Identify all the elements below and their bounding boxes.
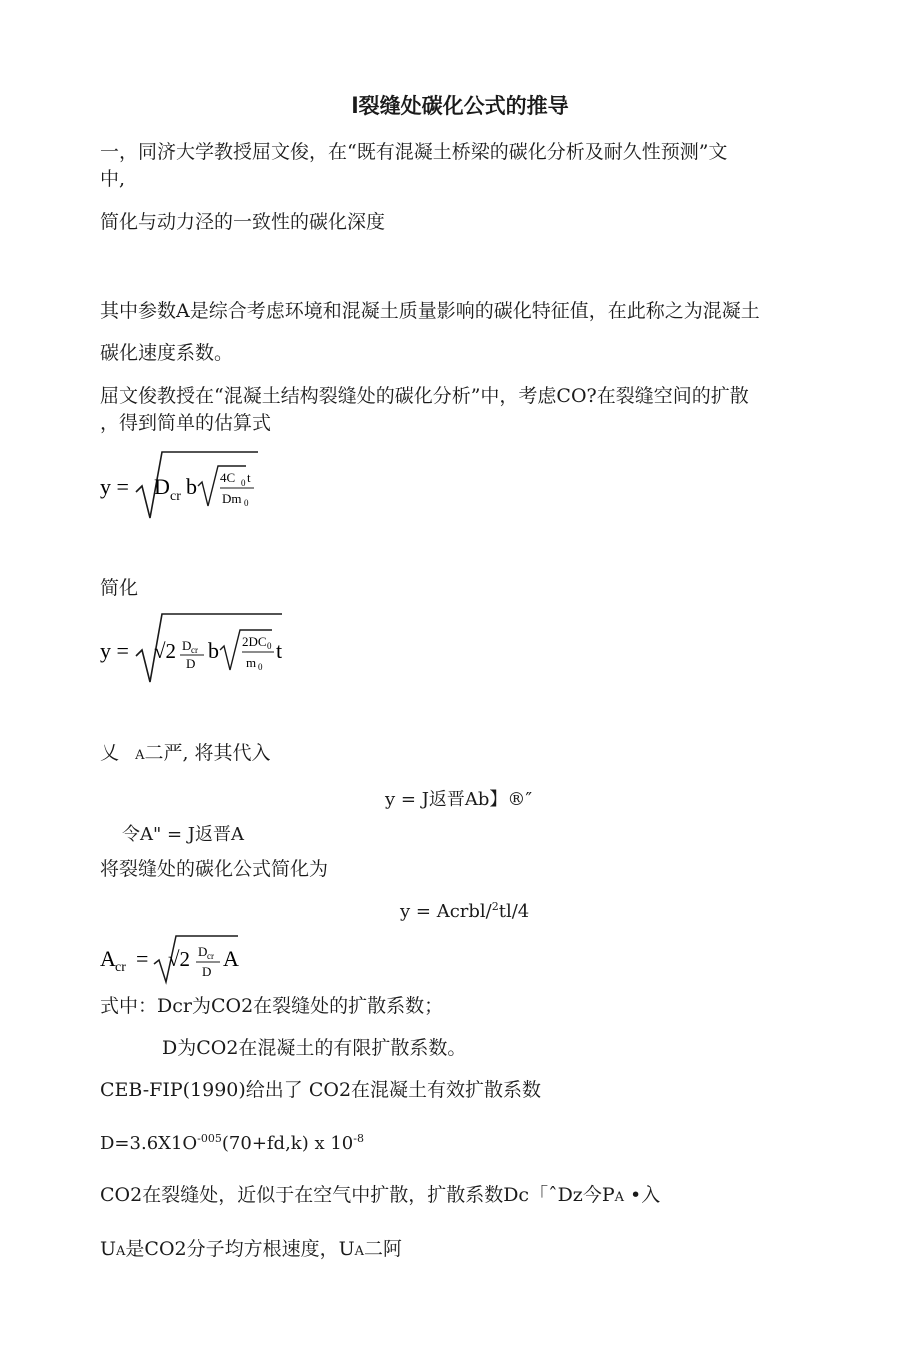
intro-line-2: 中, xyxy=(100,168,126,190)
eq-y2-main: y = Acrbl/ xyxy=(400,901,492,922)
formula2-frac-num-sub: cr xyxy=(191,645,198,655)
formula3-sqrt2: √2 xyxy=(168,947,191,971)
param-para-line-2: 碳化速度系数。 xyxy=(100,342,234,364)
eq-y2-tail: tl/4 xyxy=(498,901,530,922)
formula1-d: D xyxy=(154,474,170,499)
intro-line-3: 简化与动力泾的一致性的碳化深度 xyxy=(100,211,386,233)
formula2-sqrt2: √2 xyxy=(154,639,177,663)
let-line: 令A" = J返晋A xyxy=(122,824,245,845)
ua-line xyxy=(100,1236,402,1265)
where-line-2: D为CO2在混凝土的有限扩散系数。 xyxy=(162,1037,467,1059)
co2-small-a: A xyxy=(614,1190,624,1205)
formula1-den-sub: 0 xyxy=(244,498,249,508)
formula2-den: m xyxy=(246,655,257,670)
formula2-frac-den: D xyxy=(186,656,196,671)
formula3-frac-num: D xyxy=(198,944,208,959)
ua-a1: A xyxy=(116,1244,126,1259)
ceb-line: CEB-FIP(1990)给出了 CO2在混凝土有效扩散系数 xyxy=(100,1079,542,1101)
d-formula xyxy=(100,1131,364,1157)
formula2-den-sub: 0 xyxy=(258,662,263,672)
formula1-d-sub: cr xyxy=(170,489,181,504)
co2-line xyxy=(100,1182,660,1211)
formula3-frac-den: D xyxy=(202,964,212,979)
eq-y2-sup: 2 xyxy=(491,900,499,913)
ua-mid: 是CO2分子均方根速度，U xyxy=(125,1238,355,1260)
formula2-num-sub: 0 xyxy=(267,641,272,651)
formula1-num-t: t xyxy=(247,470,251,485)
d-formula-sup2: -8 xyxy=(353,1132,364,1145)
formula-acr xyxy=(96,930,256,986)
d-formula-sup: -005 xyxy=(197,1132,222,1145)
formula2-b: b xyxy=(208,638,219,663)
formula-simplified xyxy=(96,608,296,688)
yi-line xyxy=(100,740,271,769)
formula2-frac-num: D xyxy=(182,638,192,653)
formula3-eq: = xyxy=(136,946,149,971)
formula1-num-sub: 0 xyxy=(241,478,246,488)
formula2-lhs: y = xyxy=(100,638,129,663)
formula3-a: A xyxy=(223,946,239,971)
intro-line-1: 一，同济大学教授屈文俊，在“既有混凝土桥梁的碳化分析及耐久性预测”文 xyxy=(100,141,728,163)
yi-rest: 二严, 将其代入 xyxy=(144,742,271,764)
co2-text: CO2在裂缝处，近似于在空气中扩散，扩散系数Dc「ˆDz今P xyxy=(100,1184,615,1206)
simplify-label: 简化 xyxy=(100,577,139,599)
ua-tail: 二阿 xyxy=(364,1238,403,1260)
formula1-num: 4C xyxy=(220,470,236,485)
formula1-b: b xyxy=(186,474,197,499)
param-para-line-1: 其中参数A是综合考虑环境和混凝土质量影响的碳化特征值，在此称之为混凝土 xyxy=(100,300,760,322)
formula1-den: Dm xyxy=(222,491,242,506)
simplify-line: 将裂缝处的碳化公式简化为 xyxy=(100,858,329,880)
equation-y-1: y = J返晋Ab】®″ xyxy=(385,789,533,810)
formula3-lhs-sub: cr xyxy=(115,960,126,975)
crack-para-line-2: ，得到简单的估算式 xyxy=(100,412,272,434)
d-formula-main: D=3.6X1O xyxy=(100,1133,198,1154)
crack-para-line-1: 屈文俊教授在“混凝土结构裂缝处的碳化分析”中，考虑CO?在裂缝空间的扩散 xyxy=(100,385,749,407)
co2-tail: •入 xyxy=(624,1184,661,1206)
ua-u1: U xyxy=(100,1238,117,1260)
formula3-frac-num-sub: cr xyxy=(207,951,214,961)
formula3-lhs: A xyxy=(100,946,116,971)
yi-small-a: A xyxy=(135,748,145,763)
formula-crack-depth xyxy=(96,448,266,526)
yi-prefix: 乂 xyxy=(100,742,120,764)
formula2-num: 2DC xyxy=(242,634,267,649)
document-title: l裂缝处碳化公式的推导 xyxy=(351,94,569,118)
formula2-t: t xyxy=(276,638,283,663)
equation-y-2 xyxy=(400,899,529,925)
formula1-lhs: y = xyxy=(100,474,129,499)
d-formula-mid: (70+fd,k) x 10 xyxy=(221,1133,354,1154)
ua-a2: A xyxy=(354,1244,365,1259)
where-line-1: 式中：Dcr为CO2在裂缝处的扩散系数； xyxy=(100,995,444,1017)
